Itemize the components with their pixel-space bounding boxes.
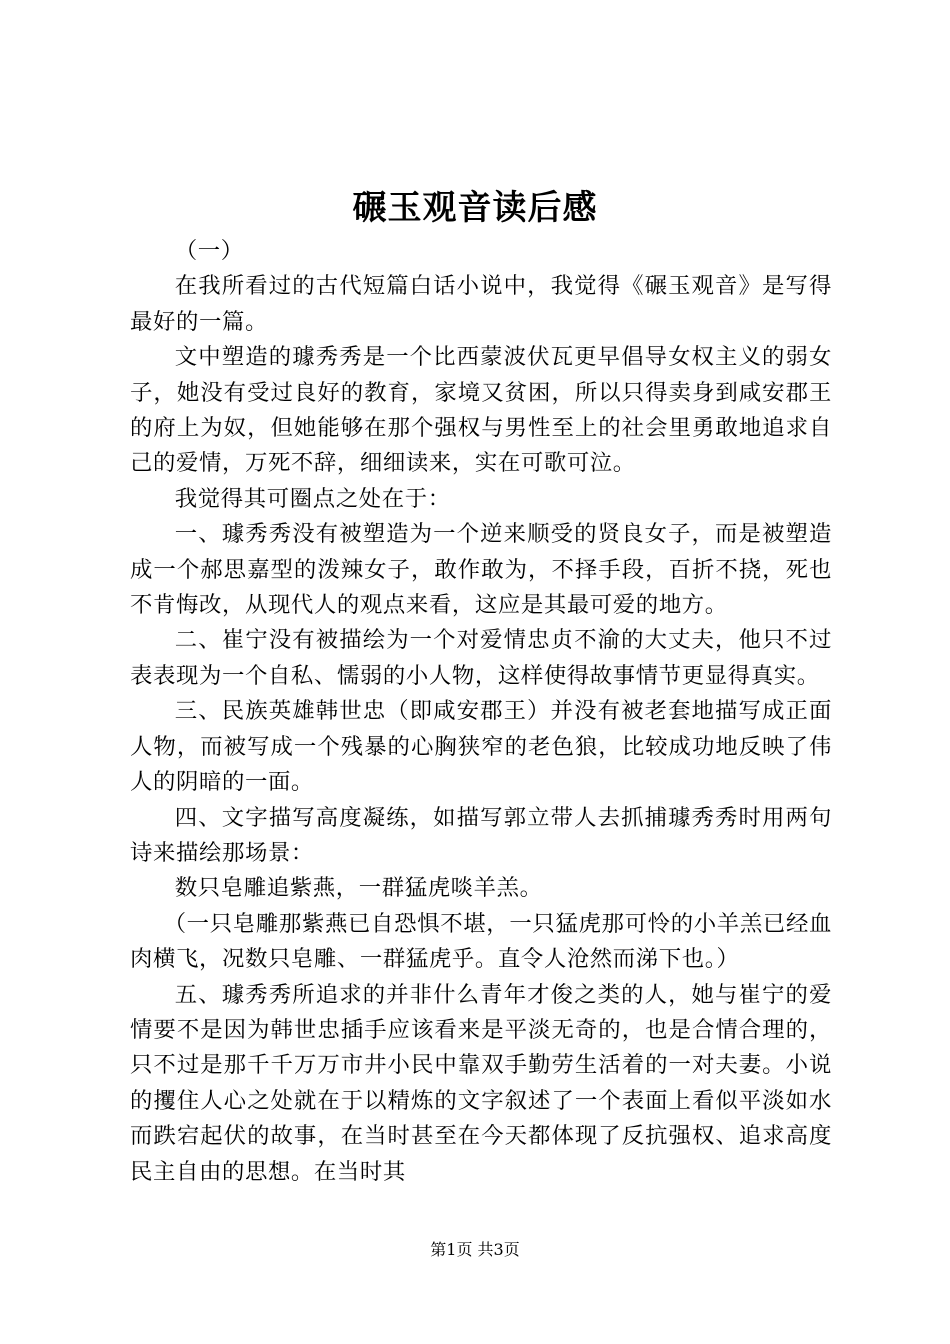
paragraph: 我觉得其可圈点之处在于： (174, 485, 451, 512)
page-footer: 第1页 共3页 (430, 1240, 520, 1259)
paragraph: 一、璩秀秀没有被塑造为一个逆来顺受的贤良女子，而是被塑造成一个郝思嘉型的泼辣女子，敢作敢为，不择手段，百折不挠，死也不肯悔改，从现代人的观点来看，这应是其最可爱的地方。 (130, 521, 832, 619)
paragraph: 三、民族英雄韩世忠（即咸安郡王）并没有被老套地描写成正面人物，而被写成一个残暴的心胸狭窄的老色狼，比较成功地反映了伟人的阴暗的一面。 (130, 698, 832, 796)
paragraph: 在我所看过的古代短篇白话小说中，我觉得《碾玉观音》是写得最好的一篇。 (130, 273, 832, 335)
document-title: 碾玉观音读后感 (352, 188, 598, 228)
document-body (130, 234, 832, 1190)
paragraph: 四、文字描写高度凝练，如描写郭立带人去抓捕璩秀秀时用两句诗来描绘那场景： (130, 804, 832, 866)
paragraph: 五、璩秀秀所追求的并非什么青年才俊之类的人，她与崔宁的爱情要不是因为韩世忠插手应该看来是平淡无奇的，也是合情合理的，只不过是那千千万万市井小民中靠双手勤劳生活着的一对夫妻。小说的攫住人心之处就在于以精炼的文字叙述了一个表面上看似平淡如水而跌宕起伏的故事，在当时甚至在今天都体现了反抗强权、追求高度民主自由的思想。在当时其 (130, 981, 832, 1185)
paragraph: 二、崔宁没有被描绘为一个对爱情忠贞不渝的大丈夫，他只不过表表现为一个自私、懦弱的小人物，这样使得故事情节更显得真实。 (130, 627, 832, 689)
section-heading: （一） (174, 238, 244, 264)
paragraph: 文中塑造的璩秀秀是一个比西蒙波伏瓦更早倡导女权主义的弱女子，她没有受过良好的教育，家境又贫困，所以只得卖身到咸安郡王的府上为奴，但她能够在那个强权与男性至上的社会里勇敢地追求自己的爱情，万死不辞，细细读来，实在可歌可泣。 (130, 344, 832, 477)
paragraph: （一只皂雕那紫燕已自恐惧不堪，一只猛虎那可怜的小羊羔已经血肉横飞，况数只皂雕、一群猛虎乎。直令人沧然而涕下也。） (130, 910, 832, 973)
poem-line: 数只皂雕追紫燕，一群猛虎啖羊羔。 (174, 875, 543, 902)
